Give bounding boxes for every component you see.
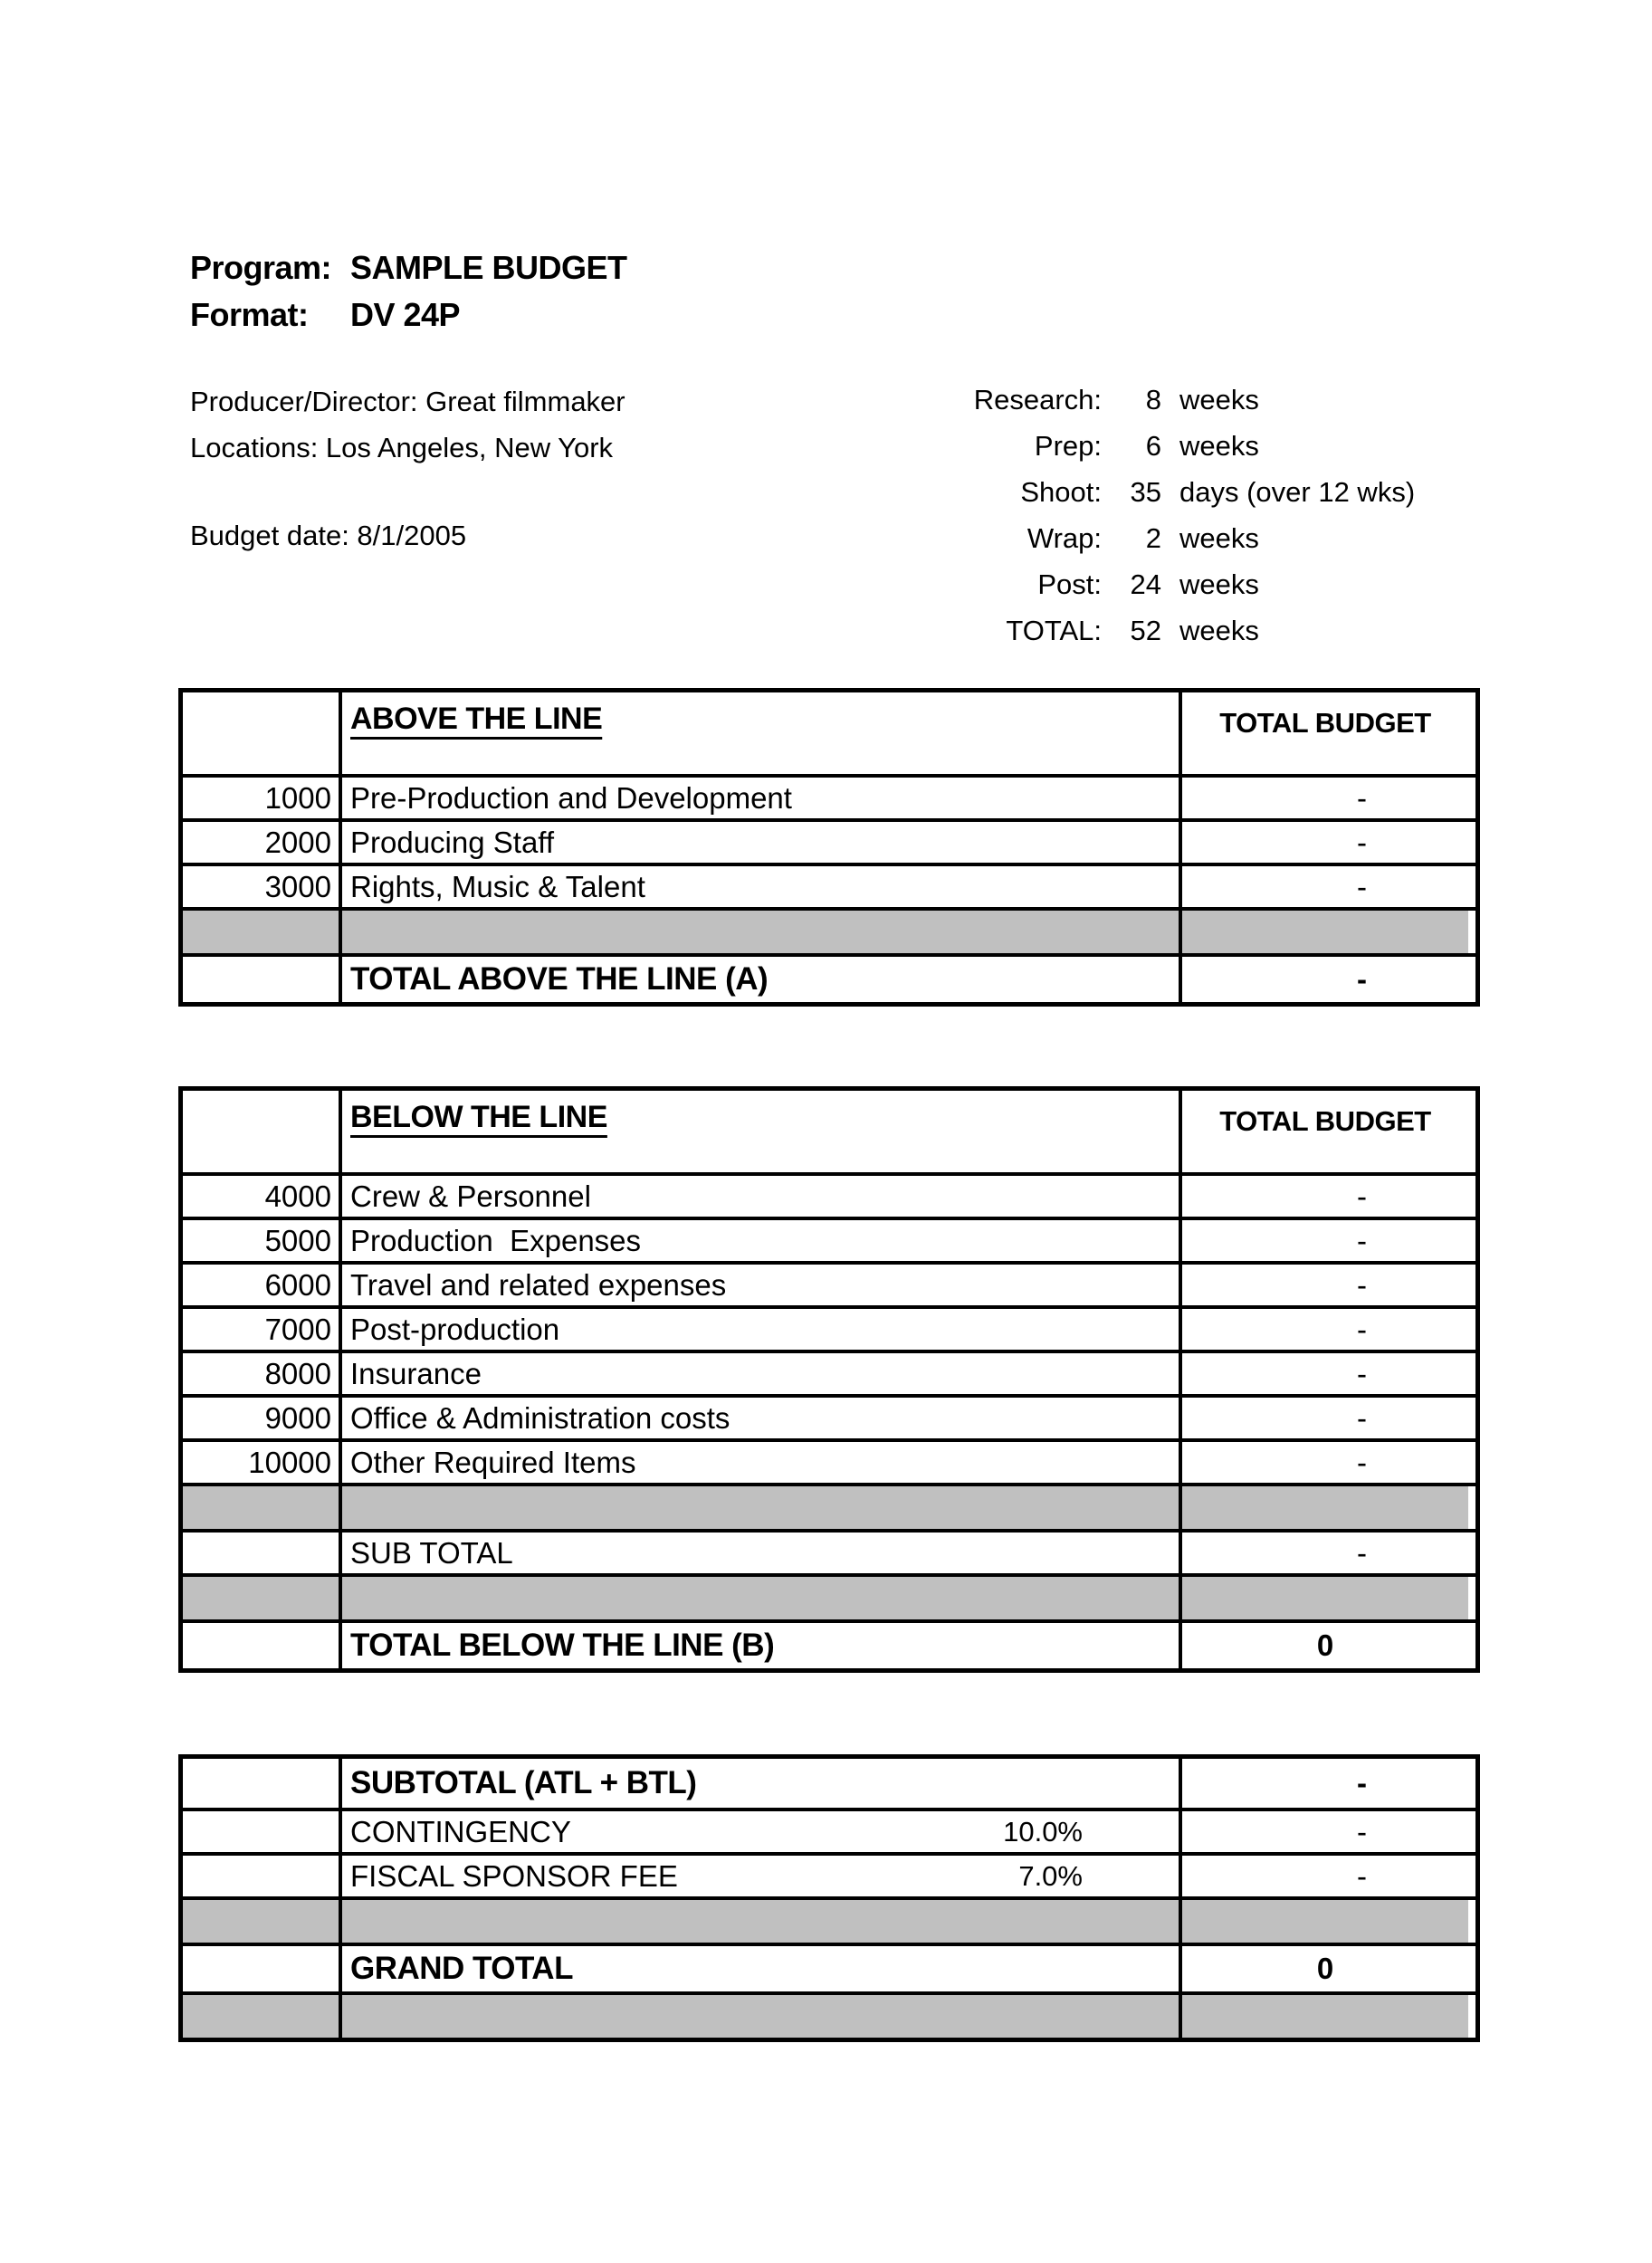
description-cell xyxy=(339,1533,1179,1573)
spacer-row xyxy=(183,1483,1475,1529)
section-title: ABOVE THE LINE xyxy=(350,702,603,736)
title-block xyxy=(190,244,627,339)
budget-row-total-above-the-line-a xyxy=(183,953,1475,1002)
description-label: SUBTOTAL (ATL + BTL) xyxy=(350,1765,697,1800)
budget-column-header xyxy=(1179,692,1468,774)
budget-value-cell xyxy=(1179,911,1468,953)
budget-value-cell: - xyxy=(1179,1265,1468,1305)
budget-column-title: TOTAL BUDGET xyxy=(1219,707,1431,739)
budget-row-contingency xyxy=(183,1808,1475,1852)
account-code-cell xyxy=(183,1856,339,1896)
budget-value-cell xyxy=(1179,1577,1468,1619)
description-cell xyxy=(339,1623,1179,1668)
account-code-cell: 8000 xyxy=(264,1356,331,1390)
schedule-block xyxy=(883,377,1415,654)
header-code-cell xyxy=(183,692,339,774)
producer-director-line: Producer/Director: Great filmmaker xyxy=(190,386,625,417)
schedule-value: 52 xyxy=(1130,614,1161,646)
schedule-value: 35 xyxy=(1130,475,1161,508)
spacer-row xyxy=(183,1896,1475,1943)
description-label: Pre-Production and Development xyxy=(350,780,792,815)
budget-row-9000 xyxy=(183,1394,1475,1438)
budget-value-cell: 0 xyxy=(1179,1623,1468,1668)
budget-value-cell: - xyxy=(1179,1856,1468,1896)
account-code-cell: 4000 xyxy=(264,1179,331,1213)
schedule-row-shoot xyxy=(883,469,1415,515)
account-code-cell xyxy=(183,1577,339,1619)
description-label: GRAND TOTAL xyxy=(350,1951,573,1986)
description-cell xyxy=(339,1856,1179,1896)
schedule-label: Wrap: xyxy=(1027,521,1102,554)
description-cell xyxy=(339,1759,1179,1808)
description-cell xyxy=(339,778,1179,818)
schedule-value: 6 xyxy=(1145,429,1161,462)
schedule-label: TOTAL: xyxy=(1006,614,1102,646)
table-header-row xyxy=(183,1091,1475,1172)
budget-row-5000 xyxy=(183,1217,1475,1261)
budget-value-cell: - xyxy=(1179,957,1468,1002)
budget-value-cell: - xyxy=(1179,1176,1468,1217)
budget-value-cell: - xyxy=(1179,1353,1468,1394)
account-code-cell xyxy=(183,1900,339,1943)
budget-value-cell: - xyxy=(1179,778,1468,818)
schedule-row-wrap xyxy=(883,515,1415,561)
account-code-cell xyxy=(183,1486,339,1529)
budget-row-6000 xyxy=(183,1261,1475,1305)
account-code-cell xyxy=(183,1995,339,2038)
description-label: SUB TOTAL xyxy=(350,1535,513,1570)
account-code-cell: 2000 xyxy=(264,825,331,859)
account-code-cell xyxy=(183,911,339,953)
description-cell xyxy=(339,1176,1179,1217)
description-cell xyxy=(339,1220,1179,1261)
budget-value-cell: - xyxy=(1179,1220,1468,1261)
budget-row-total-below-the-line-b xyxy=(183,1619,1475,1668)
budget-row-1000 xyxy=(183,774,1475,818)
budget-value-cell: - xyxy=(1179,1533,1468,1573)
budget-date-line: Budget date: 8/1/2005 xyxy=(190,520,467,551)
description-cell xyxy=(339,1309,1179,1350)
description-cell xyxy=(339,911,1179,953)
schedule-value: 24 xyxy=(1130,568,1161,600)
schedule-row-research xyxy=(883,377,1415,423)
account-code-cell: 5000 xyxy=(264,1223,331,1257)
table-header-row xyxy=(183,692,1475,774)
account-code-cell xyxy=(183,957,339,1002)
budget-row-4000 xyxy=(183,1172,1475,1217)
budget-row-fiscal-sponsor-fee xyxy=(183,1852,1475,1896)
description-label: CONTINGENCY xyxy=(350,1814,571,1848)
description-label: FISCAL SPONSOR FEE xyxy=(350,1858,678,1893)
account-code-cell: 6000 xyxy=(264,1267,331,1302)
budget-value-cell xyxy=(1179,1900,1468,1943)
account-code-cell: 7000 xyxy=(264,1312,331,1346)
budget-row-8000 xyxy=(183,1350,1475,1394)
description-label: Office & Administration costs xyxy=(350,1400,731,1435)
budget-row-7000 xyxy=(183,1305,1475,1350)
budget-row-subtotal-atl-btl xyxy=(183,1759,1475,1808)
account-code-cell xyxy=(183,1623,339,1668)
description-cell xyxy=(339,1442,1179,1483)
spacer-row xyxy=(183,1573,1475,1619)
account-code-cell: 9000 xyxy=(264,1400,331,1435)
schedule-unit: weeks xyxy=(1179,383,1259,415)
budget-row-2000 xyxy=(183,818,1475,863)
budget-value-cell xyxy=(1179,1486,1468,1529)
schedule-label: Prep: xyxy=(1034,429,1102,462)
description-cell xyxy=(339,1265,1179,1305)
format-label: Format: xyxy=(190,296,309,333)
above-the-line-table xyxy=(178,688,1480,1007)
description-cell xyxy=(339,1995,1179,2038)
account-code-cell: 10000 xyxy=(248,1445,331,1479)
description-label: Producing Staff xyxy=(350,825,555,859)
schedule-unit: weeks xyxy=(1179,568,1259,600)
budget-column-header xyxy=(1179,1091,1468,1172)
description-cell xyxy=(339,1900,1179,1943)
budget-value-cell: 0 xyxy=(1179,1946,1468,1991)
section-title-cell xyxy=(339,1091,1179,1172)
description-cell xyxy=(339,1946,1179,1991)
description-cell xyxy=(339,866,1179,907)
budget-value-cell: - xyxy=(1179,1309,1468,1350)
budget-value-cell: - xyxy=(1179,866,1468,907)
budget-column-title: TOTAL BUDGET xyxy=(1219,1105,1431,1137)
description-label: Other Required Items xyxy=(350,1445,636,1479)
schedule-row-post xyxy=(883,561,1415,607)
budget-value-cell: - xyxy=(1179,822,1468,863)
percentage-value: 10.0% xyxy=(1003,1815,1083,1848)
format-row xyxy=(190,291,627,339)
percentage-value: 7.0% xyxy=(1018,1859,1083,1892)
schedule-value: 2 xyxy=(1145,521,1161,554)
account-code-cell xyxy=(183,1533,339,1573)
schedule-unit: days (over 12 wks) xyxy=(1179,475,1416,508)
budget-value-cell: - xyxy=(1179,1398,1468,1438)
account-code-cell xyxy=(183,1946,339,1991)
description-cell xyxy=(339,1486,1179,1529)
schedule-value: 8 xyxy=(1145,383,1161,415)
schedule-unit: weeks xyxy=(1179,614,1259,646)
account-code-cell: 3000 xyxy=(264,869,331,903)
description-cell xyxy=(339,1577,1179,1619)
description-label: Production Expenses xyxy=(350,1223,642,1257)
description-label: Travel and related expenses xyxy=(350,1267,727,1302)
account-code-cell: 1000 xyxy=(264,780,331,815)
budget-value-cell: - xyxy=(1179,1442,1468,1483)
description-label: Insurance xyxy=(350,1356,482,1390)
description-cell xyxy=(339,957,1179,1002)
description-cell xyxy=(339,1811,1179,1852)
program-value: SAMPLE BUDGET xyxy=(350,249,627,286)
below-the-line-table xyxy=(178,1086,1480,1673)
header-code-cell xyxy=(183,1091,339,1172)
description-cell xyxy=(339,1353,1179,1394)
schedule-row-total xyxy=(883,607,1415,654)
budget-value-cell: - xyxy=(1179,1811,1468,1852)
program-label: Program: xyxy=(190,249,332,286)
summary-table xyxy=(178,1754,1480,2042)
schedule-label: Shoot: xyxy=(1020,475,1102,508)
budget-row-3000 xyxy=(183,863,1475,907)
description-label: TOTAL BELOW THE LINE (B) xyxy=(350,1628,775,1663)
account-code-cell xyxy=(183,1811,339,1852)
schedule-label: Post: xyxy=(1037,568,1102,600)
budget-row-sub-total xyxy=(183,1529,1475,1573)
section-title: BELOW THE LINE xyxy=(350,1100,607,1134)
description-label: Crew & Personnel xyxy=(350,1179,591,1213)
spacer-row xyxy=(183,907,1475,953)
budget-row-10000 xyxy=(183,1438,1475,1483)
schedule-unit: weeks xyxy=(1179,429,1259,462)
budget-value-cell: - xyxy=(1179,1759,1468,1808)
schedule-unit: weeks xyxy=(1179,521,1259,554)
program-row xyxy=(190,244,627,291)
locations-line: Locations: Los Angeles, New York xyxy=(190,432,614,463)
description-label: Rights, Music & Talent xyxy=(350,869,645,903)
schedule-label: Research: xyxy=(973,383,1102,415)
spacer-row xyxy=(183,1991,1475,2038)
section-title-cell xyxy=(339,692,1179,774)
budget-row-grand-total xyxy=(183,1943,1475,1991)
description-cell xyxy=(339,1398,1179,1438)
budget-value-cell xyxy=(1179,1995,1468,2038)
description-label: TOTAL ABOVE THE LINE (A) xyxy=(350,961,769,997)
description-label: Post-production xyxy=(350,1312,560,1346)
account-code-cell xyxy=(183,1759,339,1808)
schedule-row-prep xyxy=(883,423,1415,469)
format-value: DV 24P xyxy=(350,296,461,333)
description-cell xyxy=(339,822,1179,863)
